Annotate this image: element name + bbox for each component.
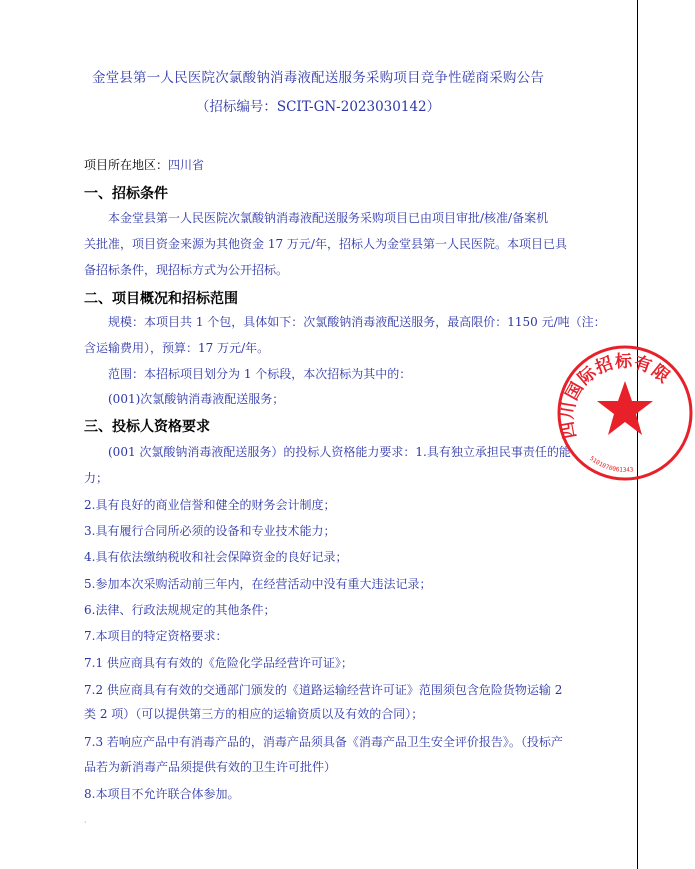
section-3-line-1: (001 次氯酸钠消毒液配送服务）的投标人资格能力要求：1.具有独立承担民事责任的能 bbox=[108, 445, 571, 459]
requirement-item: 6.法律、行政法规规定的其他条件； bbox=[84, 603, 276, 617]
section-3-heading: 三、投标人资格要求 bbox=[84, 419, 210, 435]
requirement-item-7-3-line-2: 品若为新消毒产品须提供有效的卫生许可批件） bbox=[84, 760, 337, 774]
company-seal bbox=[555, 343, 695, 483]
requirement-item: 5.参加本次采购活动前三年内，在经营活动中没有重大违法记录； bbox=[84, 577, 432, 591]
section-2-line-3: 范围：本招标项目划分为 1 个标段，本次招标为其中的： bbox=[108, 367, 412, 381]
requirement-item-7-3-line-1: 7.3 若响应产品中有消毒产品的，消毒产品须具备《消毒产品卫生安全评价报告》。（投标产 bbox=[84, 735, 563, 749]
section-2-line-1: 规模：本项目共 1 个包，具体如下：次氯酸钠消毒液配送服务，最高限价：1150 元/吨（注： bbox=[108, 315, 606, 329]
section-1-heading: 一、招标条件 bbox=[84, 186, 168, 202]
seal-number: 5101070061343 bbox=[588, 455, 634, 474]
requirement-item: 2.具有良好的商业信誉和健全的财务会计制度； bbox=[84, 498, 336, 512]
project-region bbox=[84, 157, 554, 173]
requirement-item: 3.具有履行合同所必须的设备和专业技术能力； bbox=[84, 524, 336, 538]
seal-text: 四川国际招标有限 bbox=[557, 351, 674, 441]
section-1-line-3: 备招标条件，现招标方式为公开招标。 bbox=[84, 263, 289, 277]
requirement-item: 7.1 供应商具有有效的《危险化学品经营许可证》； bbox=[84, 656, 353, 670]
section-2-line-2: 含运输费用），预算：17 万元/年。 bbox=[84, 341, 270, 355]
document-title: 金堂县第一人民医院次氯酸钠消毒液配送服务采购项目竞争性磋商采购公告 bbox=[91, 70, 545, 86]
requirement-item: 7.本项目的特定资格要求： bbox=[84, 629, 228, 643]
document-subtitle: （招标编号：SCIT-GN-2023030142） bbox=[195, 99, 441, 115]
requirement-item-7-2-line-1: 7.2 供应商具有有效的交通部门颁发的《道路运输经营许可证》范围须包含危险货物运输 2 bbox=[84, 683, 563, 697]
section-2-heading: 二、项目概况和招标范围 bbox=[84, 291, 238, 307]
section-3-line-2: 力； bbox=[84, 471, 109, 485]
requirement-item-7-2-line-2: 类 2 项）（可以提供第三方的相应的运输资质以及有效的合同）； bbox=[84, 707, 424, 721]
section-2-line-4: (001)次氯酸钠消毒液配送服务； bbox=[108, 392, 285, 406]
requirement-item-8: 8.本项目不允许联合体参加。 bbox=[84, 787, 240, 801]
region-label: 项目所在地区： bbox=[84, 158, 169, 172]
requirement-item: 4.具有依法缴纳税收和社会保障资金的良好记录； bbox=[84, 550, 348, 564]
section-1-line-1: 本金堂县第一人民医院次氯酸钠消毒液配送服务采购项目已由项目审批/核准/备案机 bbox=[108, 211, 549, 225]
section-1-line-2: 关批准，项目资金来源为其他资金 17 万元/年，招标人为金堂县第一人民医院。本项目已具 bbox=[84, 237, 567, 251]
region-value: 四川省 bbox=[168, 158, 205, 172]
footer-mark: · bbox=[84, 818, 87, 827]
seal-star-icon bbox=[597, 381, 653, 435]
